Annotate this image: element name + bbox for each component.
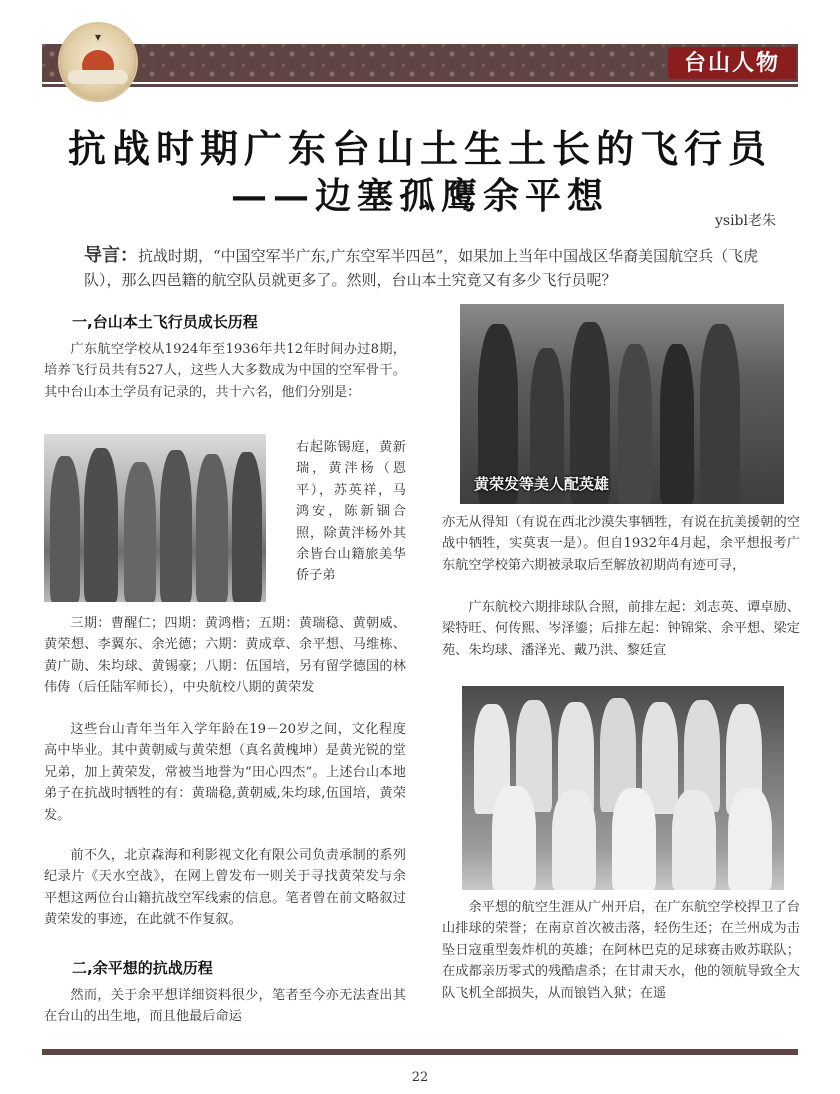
- section-heading-1: 一,台山本土飞行员成长历程: [72, 313, 258, 331]
- right-paragraph-1: 亦无从得知（有说在西北沙漠失事牺牲，有说在抗美援朝的空战中牺牲，实莫衷一是）。但自1932年4月起，余平想报考广东航空学校第六期被录取后至解放初期尚有迹可寻，: [442, 515, 800, 573]
- couples-photo: [460, 304, 784, 504]
- crane-sun-logo-icon: ▾: [60, 24, 136, 100]
- author-byline: ysibl老朱: [714, 213, 776, 229]
- header-rule: [42, 84, 798, 87]
- pilots-photo-caption: 右起陈锡庭，黄新瑞，黄泮杨（恩平），苏英祥，马鸿安，陈新锢合照，除黄泮杨外其余皆台山籍旅美华侨子弟: [296, 440, 406, 584]
- right-paragraph-3: 余平想的航空生涯从广州开启，在广东航空学校捍卫了台山排球的荣誉；在南京首次被击落，轻伤生还；在兰州成为击坠日寇重型轰炸机的英雄；在阿林巴克的足球赛击败苏联队；在成都亲历零式的残酷虐杀；在甘肃天水，他的领航导致全大队飞机全部损失，从而锒铛入狱；在遥: [442, 900, 800, 1001]
- volleyball-photo-caption: 广东航校六期排球队合照，前排左起：刘志英、谭卓励、梁特旺、何传熙、岑泽鎏；后排左起：钟锦棠、余平想、梁定苑、朱均球、潘泽光、戴乃洪、黎廷宣: [442, 600, 800, 658]
- section1-paragraph-4: 前不久，北京森海和利影视文化有限公司负责承制的系列纪录片《天水空战》，在网上曾发布一则关于寻找黄荣发与余平想这两位台山籍抗战空军线索的信息。笔者曾在前文略叙过黄荣发的事迹，在此就不作复叙。: [44, 848, 406, 928]
- footer-rule: [42, 1049, 798, 1055]
- section1-paragraph-3: 这些台山青年当年入学年龄在19－20岁之间，文化程度高中毕业。其中黄朝威与黄荣想（真名黄槐坤）是黄光锐的堂兄弟，加上黄荣发，常被当地誉为“田心四杰”。上述台山本地弟子在抗战时牺牲的有：黄瑞稳,黄朝威,朱均球,伍国培，黄荣发。: [44, 722, 406, 823]
- pilots-group-photo: [44, 434, 266, 602]
- section-heading-2: 二,余平想的抗战历程: [72, 959, 213, 977]
- section1-paragraph-1: 广东航空学校从1924年至1936年共12年时间办过8期，培养飞行员共有527人，这些人大多数成为中国的空军骨干。其中台山本土学员有记录的，共十六名，他们分别是：: [44, 342, 406, 400]
- section-tag: 台山人物: [668, 47, 796, 79]
- couples-photo-label: 黄荣发等美人配英雄: [474, 475, 610, 493]
- section1-paragraph-2: 三期：曹醒仁；四期：黄鸿楷；五期：黄瑞稳、黄朝威、黄荣想、李翼东、余光德；六期：黄成章、余平想、马维栋、黄广勋、朱均球、黄锡豪；八期：伍国培，另有留学德国的林伟俦（后任陆军师长），中央航校八期的黄荣发: [44, 616, 406, 696]
- intro-paragraph: [84, 244, 774, 292]
- intro-text: 抗战时期，“中国空军半广东,广东空军半四邑”，如果加上当年中国战区华裔美国航空兵（飞虎队），那么四邑籍的航空队员就更多了。然则，台山本土究竟又有多少飞行员呢？: [84, 247, 759, 289]
- section2-paragraph-1: 然而，关于余平想详细资料很少，笔者至今亦无法查出其在台山的出生地，而且他最后命运: [44, 988, 406, 1025]
- article-title: 抗战时期广东台山土生土长的飞行员: [67, 126, 772, 171]
- page-number: 22: [411, 1070, 429, 1085]
- volleyball-team-photo: [462, 686, 784, 890]
- intro-lead: 导言：: [84, 245, 138, 266]
- article-subtitle: ——边塞孤鹰余平想: [230, 175, 609, 217]
